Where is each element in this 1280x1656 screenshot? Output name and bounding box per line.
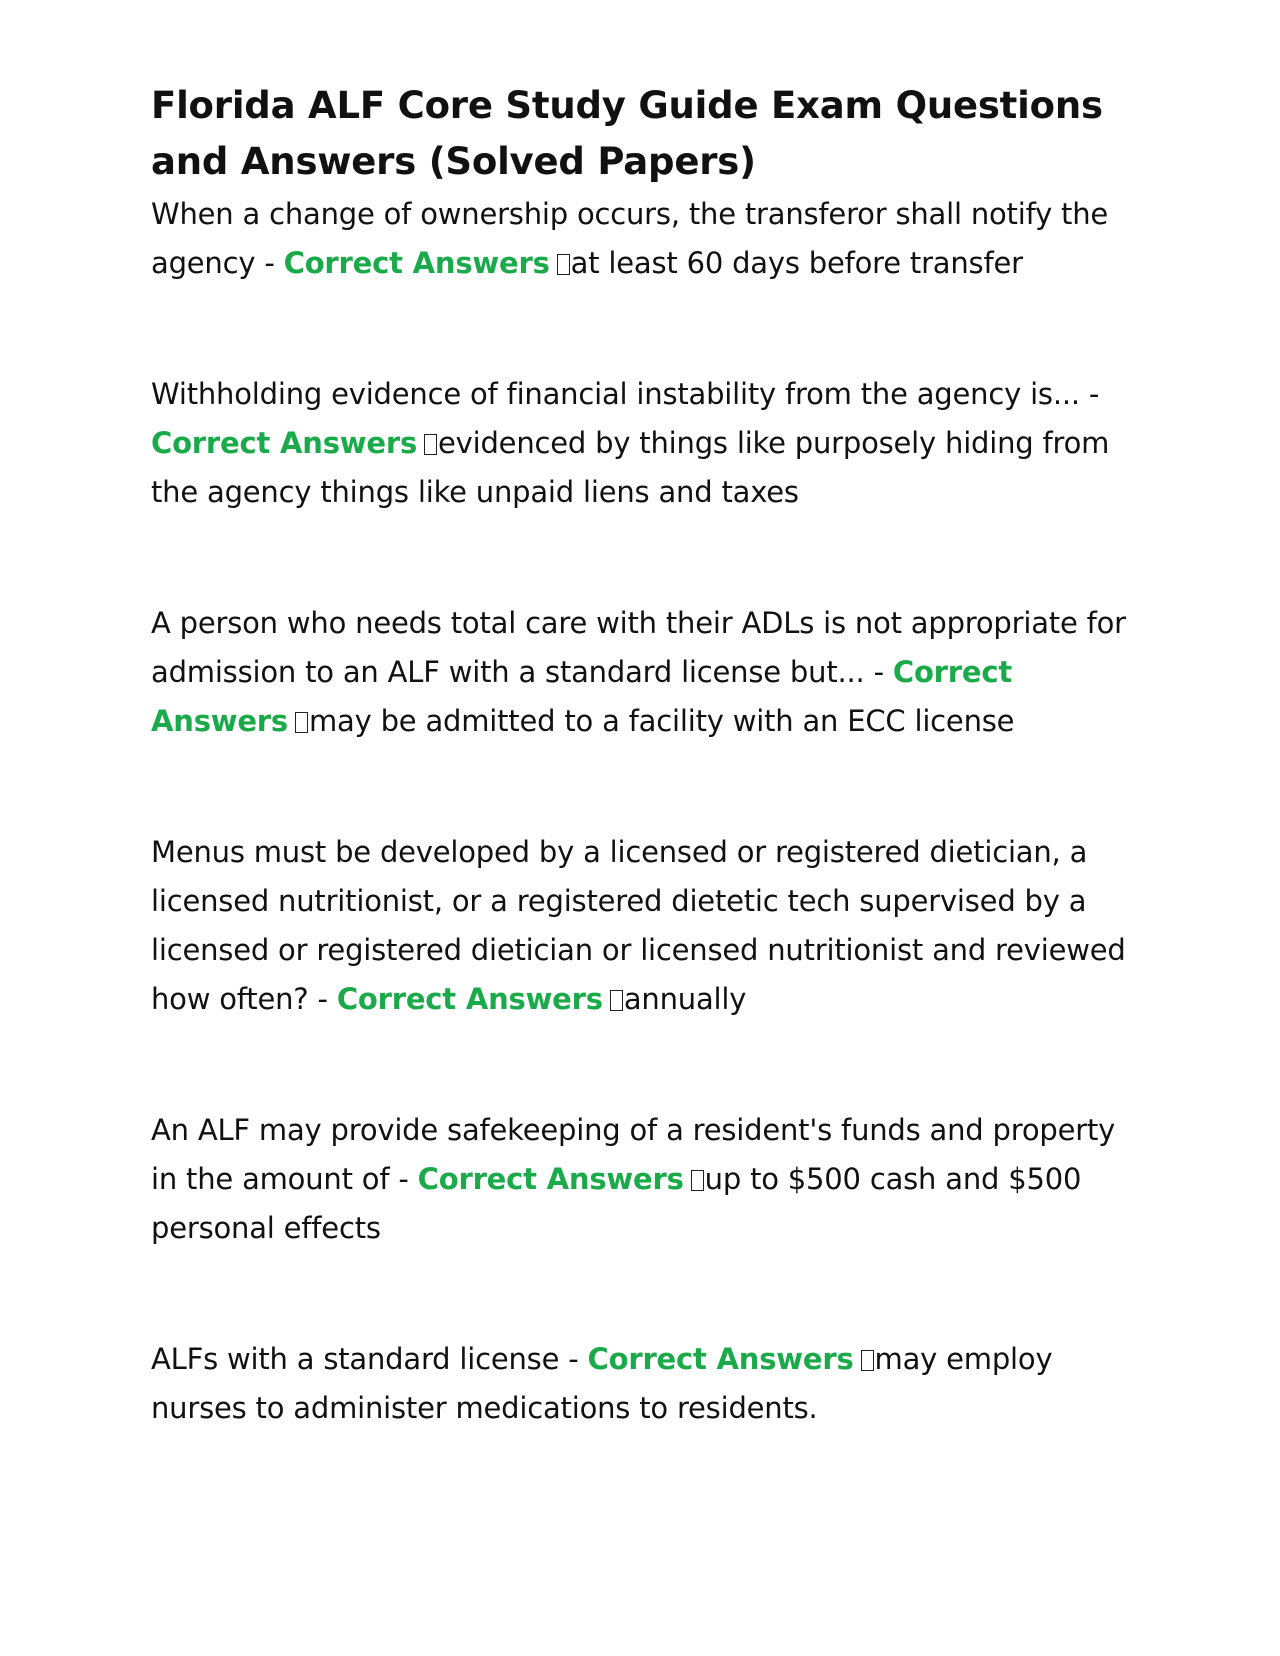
separator: - <box>389 1162 418 1196</box>
correct-answers-label: Correct Answers <box>151 426 418 460</box>
correct-answers-label: Correct Answers <box>336 982 603 1016</box>
separator: - <box>559 1342 588 1376</box>
qa-item <box>151 1335 1141 1433</box>
qa-item <box>151 828 1141 1024</box>
qa-item <box>151 599 1141 746</box>
answer-text: may employ nurses to administer medications to residents. <box>151 1342 1053 1425</box>
answer-text: up to $500 cash and $500 personal effects <box>151 1162 1082 1245</box>
correct-answers-label: Correct Answers <box>417 1162 684 1196</box>
missing-glyph-box-icon <box>610 990 623 1011</box>
separator: - <box>864 655 893 689</box>
answer-text: at least 60 days before transfer <box>570 246 1023 280</box>
missing-glyph-box-icon <box>861 1350 874 1371</box>
missing-glyph-box-icon <box>424 434 437 455</box>
correct-answers-label: Correct Answers <box>587 1342 854 1376</box>
page-title: Florida ALF Core Study Guide Exam Questions and Answers (Solved Papers) <box>151 84 1103 183</box>
document-page <box>151 78 1141 1433</box>
missing-glyph-box-icon <box>557 254 570 275</box>
answer-text: annually <box>623 982 747 1016</box>
separator: - <box>1079 377 1100 411</box>
qa-item <box>151 1106 1141 1253</box>
answer-text: evidenced by things like purposely hiding from the agency things like unpaid liens and taxes <box>151 426 1110 509</box>
question-text: Withholding evidence of financial instability from the agency is... <box>151 377 1080 411</box>
question-text: Menus must be developed by a licensed or registered dietician, a licensed nutritionist, or a registered dietetic tech supervised by a licensed or registered dietician or licensed nutritionist and reviewed how often? <box>151 835 1126 1016</box>
missing-glyph-box-icon <box>295 712 308 733</box>
question-text: When a change of ownership occurs, the transferor shall notify the agency <box>151 197 1109 280</box>
qa-item <box>151 190 1141 288</box>
missing-glyph-box-icon <box>691 1170 704 1191</box>
qa-item <box>151 370 1141 517</box>
question-text: An ALF may provide safekeeping of a resident's funds and property in the amount of <box>151 1113 1116 1196</box>
separator: - <box>308 982 337 1016</box>
question-text: ALFs with a standard license <box>151 1342 560 1376</box>
correct-answers-label: Correct Answers <box>283 246 550 280</box>
answer-text: may be admitted to a facility with an ECC license <box>308 704 1015 738</box>
question-text: A person who needs total care with their ADLs is not appropriate for admission to an ALF with a standard license but... <box>151 606 1126 689</box>
correct-answers-label: Correct Answers <box>151 655 1012 738</box>
separator: - <box>255 246 284 280</box>
